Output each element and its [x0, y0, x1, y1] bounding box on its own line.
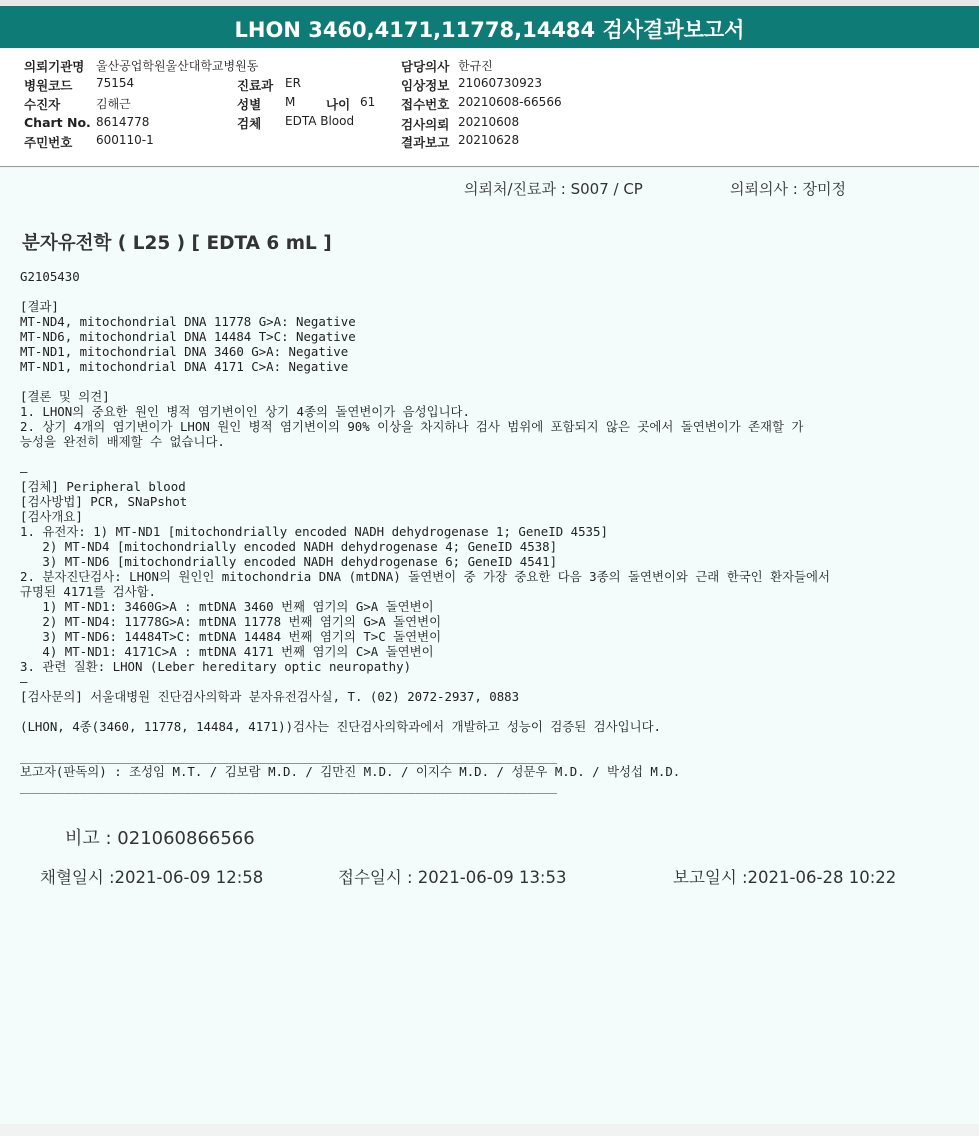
report-line: ________________________________________________________________________: [20, 779, 558, 794]
report-date-label: 결과보고: [401, 135, 450, 150]
report-title: LHON 3460,4171,11778,14484 검사결과보고서: [0, 0, 979, 48]
referral-doctor: 의뢰의사 : 장미정: [730, 180, 847, 198]
request-value: 20210608: [458, 115, 520, 129]
report-time: 보고일시 :2021-06-28 10:22: [673, 868, 897, 887]
doctor-value: 한규진: [458, 59, 493, 73]
clinical-label: 임상정보: [401, 78, 450, 93]
receipt-value: 20210608-66566: [458, 95, 562, 109]
report-line: [검사문의] 서울대병원 진단검사의학과 분자유전검사실, T. (02) 2072-2937, 0883: [20, 689, 520, 704]
chart-value: 8614778: [96, 115, 150, 129]
sex-label: 성별: [237, 97, 262, 112]
report-line: [검사개요]: [20, 509, 83, 524]
report-line: 3) MT-ND6: 14484T>C: mtDNA 14484 번째 염기의 T>C 돌연변이: [20, 629, 442, 644]
specimen-value: EDTA Blood: [285, 114, 355, 128]
collect-time: 채혈일시 :2021-06-09 12:58: [40, 868, 264, 887]
report-line: MT-ND1, mitochondrial DNA 4171 C>A: Negative: [20, 359, 349, 374]
report-line: —: [20, 464, 28, 479]
report-line: G2105430: [20, 269, 80, 284]
institution-value: 울산공업학원울산대학교병원동: [96, 59, 259, 73]
report-text: [20, 269, 965, 794]
receive-time: 접수일시 : 2021-06-09 13:53: [338, 868, 567, 887]
report-line: 능성을 완전히 배제할 수 없습니다.: [20, 434, 225, 449]
report-line: MT-ND1, mitochondrial DNA 3460 G>A: Negative: [20, 344, 349, 359]
report-line: 규명된 4171를 검사함.: [20, 584, 157, 599]
report-line: [20, 734, 965, 749]
report-line: [20, 374, 965, 389]
report-body: [0, 168, 979, 1124]
hospital-code-value: 75154: [96, 76, 135, 90]
sex-value: M: [285, 95, 296, 109]
report-line: 2) MT-ND4: 11778G>A: mtDNA 11778 번째 염기의 G>A 돌연변이: [20, 614, 442, 629]
report-line: 1. 유전자: 1) MT-ND1 [mitochondrially encoded NADH dehydrogenase 1; GeneID 4535]: [20, 524, 608, 539]
report-line: 3) MT-ND6 [mitochondrially encoded NADH dehydrogenase 6; GeneID 4541]: [20, 554, 558, 569]
age-value: 61: [360, 95, 376, 109]
report-date-value: 20210628: [458, 133, 520, 147]
report-line: [결과]: [20, 299, 59, 314]
rrn-value: 600110-1: [96, 133, 154, 147]
report-line: [20, 449, 965, 464]
age-label: 나이: [326, 97, 351, 112]
dept-label: 진료과: [237, 78, 274, 93]
specimen-label: 검체: [237, 116, 262, 131]
report-line: [검체] Peripheral blood: [20, 479, 186, 494]
report-line: [20, 704, 965, 719]
report-line: 4) MT-ND1: 4171C>A : mtDNA 4171 번째 염기의 C>A 돌연변이: [20, 644, 434, 659]
report-line: (LHON, 4종(3460, 11778, 14484, 4171))검사는 진단검사의학과에서 개발하고 성능이 검증된 검사입니다.: [20, 719, 661, 734]
report-line: 보고자(판독의) : 조성임 M.T. / 김보람 M.D. / 김만진 M.D. / 이지수 M.D. / 성문우 M.D. / 박성섭 M.D.: [20, 764, 681, 779]
patient-value: 김해근: [96, 97, 131, 111]
hospital-code-label: 병원코드: [24, 78, 73, 93]
dept-value: ER: [285, 76, 301, 90]
report-line: [결론 및 의견]: [20, 389, 110, 404]
institution-label: 의뢰기관명: [24, 59, 85, 74]
patient-label: 수진자: [24, 97, 61, 112]
rrn-label: 주민번호: [24, 135, 73, 150]
report-line: MT-ND6, mitochondrial DNA 14484 T>C: Negative: [20, 329, 356, 344]
report-line: 1) MT-ND1: 3460G>A : mtDNA 3460 번째 염기의 G>A 돌연변이: [20, 599, 434, 614]
chart-label: Chart No.: [24, 115, 91, 130]
note-line: 비고 : 021060866566: [65, 828, 255, 849]
report-line: 2) MT-ND4 [mitochondrially encoded NADH dehydrogenase 4; GeneID 4538]: [20, 539, 558, 554]
clinical-value: 21060730923: [458, 76, 542, 90]
report-line: 3. 관련 질환: LHON (Leber hereditary optic neuropathy): [20, 659, 412, 674]
referral-dept: 의뢰처/진료과 : S007 / CP: [464, 180, 643, 198]
report-line: [20, 284, 965, 299]
report-line: 2. 분자진단검사: LHON의 원인인 mitochondria DNA (mtDNA) 돌연변이 중 가장 중요한 다음 3종의 돌연변이와 근래 한국인 환자들에서: [20, 569, 830, 584]
request-label: 검사의뢰: [401, 117, 450, 132]
report-line: [검사방법] PCR, SNaPshot: [20, 494, 188, 509]
report-line: MT-ND4, mitochondrial DNA 11778 G>A: Negative: [20, 314, 356, 329]
section-title: 분자유전학 ( L25 ) [ EDTA 6 mL ]: [22, 233, 332, 254]
report-line: 1. LHON의 중요한 원인 병적 염기변이인 상기 4종의 돌연변이가 음성입니다.: [20, 404, 470, 419]
receipt-label: 접수번호: [401, 97, 450, 112]
patient-header: [0, 48, 979, 167]
report-line: 2. 상기 4개의 염기변이가 LHON 원인 병적 염기변이의 90% 이상을 차지하나 검사 범위에 포함되지 않은 곳에서 돌연변이가 존재할 가: [20, 419, 804, 434]
report-line: —: [20, 674, 28, 689]
report-line: ________________________________________________________________________: [20, 749, 558, 764]
doctor-label: 담당의사: [401, 59, 450, 74]
